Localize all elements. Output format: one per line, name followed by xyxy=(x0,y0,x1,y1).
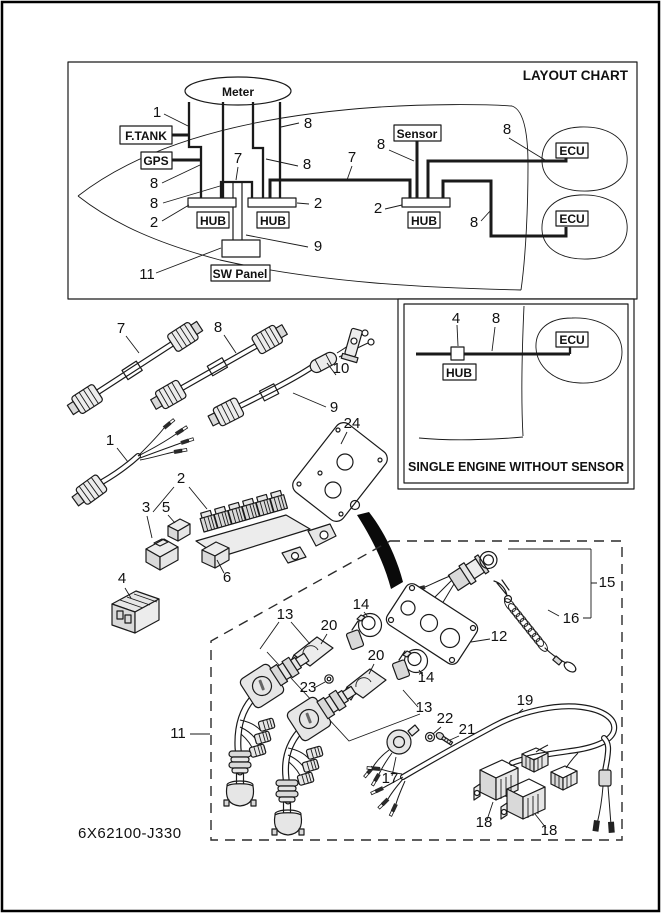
layout-chart-title: LAYOUT CHART xyxy=(522,68,628,83)
svg-text:ECU: ECU xyxy=(559,144,585,158)
part-code: 6X62100-J330 xyxy=(78,825,182,842)
callout-1: 1 xyxy=(105,432,115,449)
callout-6: 6 xyxy=(222,569,232,586)
callout-23: 23 xyxy=(299,679,317,696)
callout-2: 2 xyxy=(176,470,186,487)
callout-4: 4 xyxy=(451,310,461,327)
svg-text:HUB: HUB xyxy=(200,214,226,228)
svg-text:HUB: HUB xyxy=(260,214,286,228)
svg-text:ECU: ECU xyxy=(559,212,585,226)
callout-4: 4 xyxy=(117,570,127,587)
callout-18: 18 xyxy=(475,814,493,831)
callout-21: 21 xyxy=(458,721,476,738)
callout-8: 8 xyxy=(469,214,479,231)
callout-2: 2 xyxy=(149,214,159,231)
callout-8: 8 xyxy=(213,319,223,336)
gps-label: GPS xyxy=(143,154,169,168)
single-engine-title: SINGLE ENGINE WITHOUT SENSOR xyxy=(408,460,624,474)
callout-13: 13 xyxy=(276,606,294,623)
callout-24: 24 xyxy=(343,415,361,432)
svg-text:ECU: ECU xyxy=(559,333,585,347)
layout-chart-section xyxy=(68,62,637,299)
callout-14: 14 xyxy=(417,669,435,686)
callout-5: 5 xyxy=(161,499,171,516)
single-engine-section xyxy=(398,299,634,489)
hub-label-1 xyxy=(197,212,229,228)
callout-8: 8 xyxy=(502,121,512,138)
callout-16: 16 xyxy=(562,610,580,627)
ecu-node-2 xyxy=(556,211,588,226)
callout-8: 8 xyxy=(149,195,159,212)
ecu-node-1 xyxy=(556,143,588,158)
meter-label: Meter xyxy=(221,85,255,99)
callout-12: 12 xyxy=(490,628,508,645)
callout-10: 10 xyxy=(332,360,350,377)
callout-22: 22 xyxy=(436,710,454,727)
hub-label-2 xyxy=(257,212,289,228)
callout-20: 20 xyxy=(320,617,338,634)
callout-2: 2 xyxy=(373,200,383,217)
single-engine-hub-square xyxy=(451,347,464,360)
callout-19: 19 xyxy=(516,692,534,709)
gps-node xyxy=(141,152,172,169)
callout-15: 15 xyxy=(598,574,616,591)
f-tank-label: F.TANK xyxy=(125,129,167,143)
callout-8: 8 xyxy=(149,175,159,192)
callout-20: 20 xyxy=(367,647,385,664)
callout-8: 8 xyxy=(491,310,501,327)
callout-13: 13 xyxy=(415,699,433,716)
callout-11: 11 xyxy=(170,725,186,742)
callout-11: 11 xyxy=(139,266,155,283)
callout-17: 17 xyxy=(381,770,399,787)
callout-8: 8 xyxy=(303,115,313,132)
svg-text:HUB: HUB xyxy=(411,214,437,228)
sensor-label: Sensor xyxy=(396,127,438,141)
meter-node xyxy=(185,77,291,105)
callout-8: 8 xyxy=(302,156,312,173)
callout-1: 1 xyxy=(152,104,162,121)
callout-7: 7 xyxy=(233,150,243,167)
callout-8: 8 xyxy=(376,136,386,153)
callout-3: 3 xyxy=(141,499,151,516)
f-tank-node xyxy=(120,126,172,144)
single-engine-hub-label xyxy=(443,364,476,380)
callout-7: 7 xyxy=(116,320,126,337)
callout-14: 14 xyxy=(352,596,370,613)
callout-9: 9 xyxy=(313,238,323,255)
hub-label-3 xyxy=(408,212,440,228)
callout-9: 9 xyxy=(329,399,339,416)
sw-panel-label: SW Panel xyxy=(212,267,268,281)
svg-text:HUB: HUB xyxy=(446,366,472,380)
callout-18: 18 xyxy=(540,822,558,839)
single-engine-ecu xyxy=(556,332,588,347)
callout-2: 2 xyxy=(313,195,323,212)
callout-7: 7 xyxy=(347,149,357,166)
